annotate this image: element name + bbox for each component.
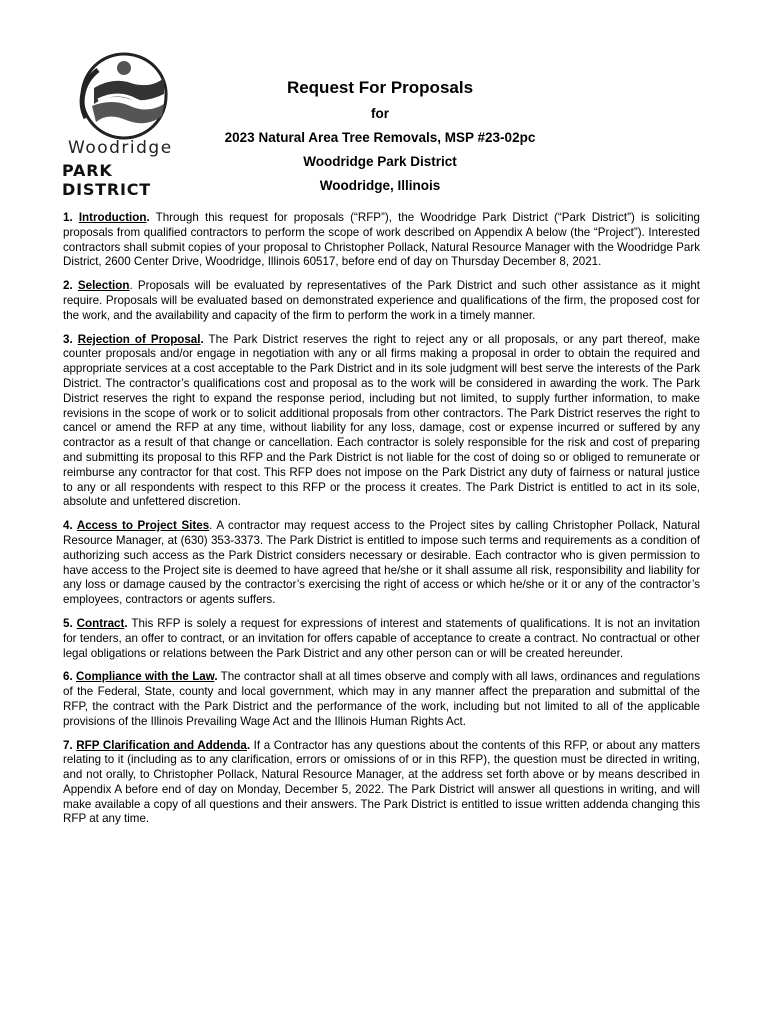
section-heading: Compliance with the Law — [75, 670, 215, 684]
section-text: The Park District reserves the right to reject any or all proposals, or any part thereof, make counter proposals and/or engage in negotiation with any or all firms making a proposal in order to obtain the required and appropriate services at a cost acceptable to the Park District and in its sole judgment will best serve the interests of the Park District. The contractor’s qualifications cost and proposal as to the work will be considered in awarding the work. The Park District reserves the right to expand the response period, including but not limited, to supply further information, to make revisions in the scope of work or to solicit additional proposals from other contractors. The Park District reserves the right to cancel or amend the RFP at any time, without liability for any loss, damage, cost or expense incurred or suffered by any contractor as a result of that change or cancellation. Each contractor is solely responsible for the risk and cost of preparing and submitting its proposal to this RFP and the Park District is not liable for the cost of doing so or obliged to remunerate or reimburse any contractor for that cost. This RFP does not impose on the Park District any duty of fairness or natural justice to any or all respondents with respect to this RFP or the process it creates. The Park District is entitled to act in its sole, absolute and unfettered discretion. — [63, 332, 701, 509]
section-number: 1. — [63, 211, 79, 224]
header-location: Woodridge, Illinois — [319, 178, 441, 193]
section-text: This RFP is solely a request for expressions of interest and statements of qualifications. It is not an invitation for tenders, an offer to contract, or an invitation for offers capable of acceptance to create a contract. No contractual or other legal obligations or relations between the Park District and any other person can or will be created hereunder. — [63, 616, 701, 660]
section-heading: Rejection of Proposal — [77, 332, 201, 346]
section-text: Proposals will be evaluated by representatives of the Park District and such other assistance as it might require. Proposals will be evaluated based on demonstrated experience and qualifications of the firm, the proposed cost for the work, and the availability and capacity of the firm to perform the work in a timely manner. — [63, 279, 701, 322]
section-text: A contractor may request access to the Project sites by calling Christopher Pollack, Natural Resource Manager, at (630) 353-3373. The Park District is entitled to impose such terms and requirements as a condition of authorizing such access as the Park District considers necessary or desirable. Each contractor who is given permission to have access to the Project site is deemed to have agreed that he/she or it shall assume all risk, responsibility and liability for any loss or damage caused by the contractor’s exercising the right of access or which he/she or it or any of the contractor’s employees, contractors or agents suffers. — [63, 519, 700, 607]
section-number: 6. — [63, 670, 76, 684]
logo-name-line2: PARK DISTRICT — [62, 161, 152, 199]
section-compliance — [63, 670, 700, 729]
section-access — [63, 519, 700, 608]
section-heading: Introduction — [78, 211, 147, 224]
section-heading-tail: . — [146, 211, 150, 224]
document-body — [63, 211, 700, 836]
section-heading-tail: . — [129, 279, 133, 293]
page-title: Request For Proposals — [286, 78, 474, 97]
section-heading-tail: . — [200, 332, 204, 346]
section-heading-tail: . — [214, 670, 218, 684]
section-clarification — [63, 739, 700, 828]
section-number: 5. — [63, 616, 77, 630]
park-logo-icon — [64, 48, 184, 140]
section-heading-tail: . — [124, 616, 128, 630]
section-heading-tail: . — [209, 519, 213, 533]
section-introduction — [63, 211, 700, 270]
header-project: 2023 Natural Area Tree Removals, MSP #23-02pc — [224, 130, 536, 145]
logo-name-line1: Woodridge — [68, 138, 173, 158]
park-district-logo — [58, 48, 198, 199]
section-number: 3. — [63, 332, 78, 346]
section-number: 2. — [63, 279, 78, 293]
section-text: Through this request for proposals (“RFP”), the Woodridge Park District (“Park District”) is soliciting proposals from qualified contractors to perform the scope of work described on Appendix A below (the “Project”). Interested contractors shall submit copies of your proposal to Christopher Pollack, Natural Resource Manager with the Woodridge Park District, 2600 Center Drive, Woodridge, Illinois 60517, before end of day on Thursday December 8, 2021. — [63, 211, 700, 269]
section-heading: Contract — [76, 616, 125, 630]
section-text: The contractor shall at all times observe and comply with all laws, ordinances and regulations of the Federal, State, county and local government, which may in any manner affect the preparation and submittal of the RFP, the contract with the Park District and the performance of the work, including but not limited to all of the applicable provisions of the Illinois Prevailing Wage Act and the Illinois Human Rights Act. — [63, 670, 700, 728]
header-district: Woodridge Park District — [303, 154, 457, 169]
section-number: 7. — [63, 738, 77, 752]
header-for: for — [371, 106, 389, 121]
section-number: 4. — [63, 519, 77, 533]
section-heading: Selection — [77, 279, 130, 293]
section-heading: RFP Clarification and Addenda — [76, 738, 247, 752]
document-header — [190, 78, 570, 202]
section-heading-tail: . — [246, 738, 251, 752]
section-rejection — [63, 333, 700, 511]
section-text: If a Contractor has any questions about the contents of this RFP, or about any matters relating to it (including as to any clarification, errors or omissions of or in this RFP), the question must be directed in writing, and not orally, to Christopher Pollack, Natural Resource Manager, at the address set forth above or by means described in Appendix A before end of day on Monday, December 5, 2022. The Park District will answer all questions in writing, and will make available a copy of all questions and their answers. The Park District is entitled to issue written addenda changing this RFP at any time. — [63, 738, 700, 826]
section-selection — [63, 279, 700, 323]
section-contract — [63, 617, 700, 661]
section-heading: Access to Project Sites — [76, 519, 210, 533]
